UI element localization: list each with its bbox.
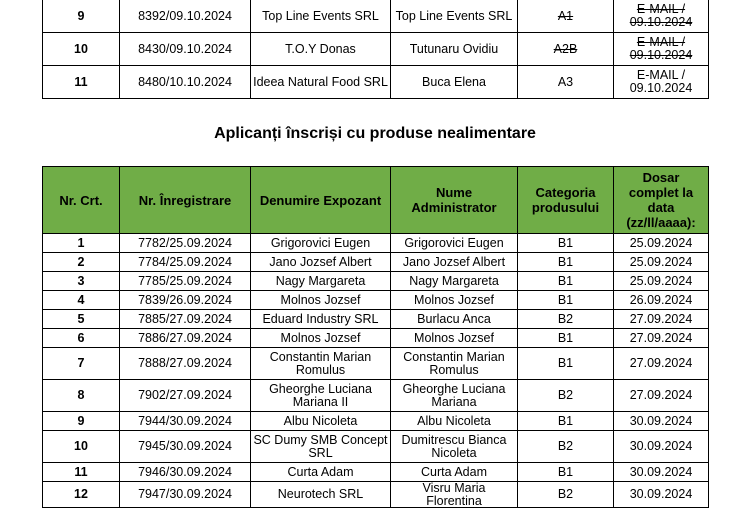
row-number: 10 <box>43 431 120 463</box>
section-title: Aplicanți înscriși cu produse nealimentare <box>214 125 536 142</box>
admin-name <box>391 380 518 412</box>
table-row <box>43 310 709 329</box>
exhibitor-name: T.O.Y Donas <box>251 33 391 66</box>
file-date: 30.09.2024 <box>614 431 709 463</box>
exhibitor-name: Eduard Industry SRL <box>251 310 391 329</box>
product-category: B1 <box>518 348 614 380</box>
row-number: 11 <box>43 66 120 99</box>
product-category: B2 <box>518 380 614 412</box>
exhibitor-name: Ideea Natural Food SRL <box>251 66 391 99</box>
table-row <box>43 482 709 508</box>
admin-name <box>391 431 518 463</box>
admin-name-line2: Romulus <box>429 362 479 377</box>
registration-number: 8392/09.10.2024 <box>120 0 251 33</box>
exhibitor-name: Curta Adam <box>251 463 391 482</box>
file-date: 30.09.2024 <box>614 463 709 482</box>
admin-name-line2: Nicoleta <box>431 445 477 460</box>
product-category: B2 <box>518 310 614 329</box>
file-date: 26.09.2024 <box>614 291 709 310</box>
product-category: A2B <box>518 33 614 66</box>
row-number: 4 <box>43 291 120 310</box>
exhibitor-name-line1: SC Dumy SMB Concept <box>253 433 388 447</box>
product-category: B2 <box>518 482 614 508</box>
exhibitor-name <box>251 431 391 463</box>
table-row <box>43 412 709 431</box>
registration-number: 7944/30.09.2024 <box>120 412 251 431</box>
admin-name <box>391 348 518 380</box>
file-date: 27.09.2024 <box>614 348 709 380</box>
admin-name-line1: Dumitrescu Bianca <box>401 433 507 447</box>
admin-name: Molnos Jozsef <box>391 329 518 348</box>
file-status <box>614 33 709 66</box>
exhibitor-name: Neurotech SRL <box>251 482 391 508</box>
exhibitor-name <box>251 348 391 380</box>
registration-number: 7888/27.09.2024 <box>120 348 251 380</box>
header-registration: Nr. Înregistrare <box>120 167 251 234</box>
admin-name: Curta Adam <box>391 463 518 482</box>
exhibitor-name: Albu Nicoleta <box>251 412 391 431</box>
file-date: 25.09.2024 <box>614 234 709 253</box>
file-status-line2: 09.10.2024 <box>629 15 693 29</box>
admin-name: Jano Jozsef Albert <box>391 253 518 272</box>
exhibitor-name <box>251 380 391 412</box>
table-row <box>43 380 709 412</box>
registration-number: 7839/26.09.2024 <box>120 291 251 310</box>
file-date: 27.09.2024 <box>614 329 709 348</box>
row-number: 11 <box>43 463 120 482</box>
admin-name: Visru Maria Florentina <box>391 482 518 508</box>
admin-name: Grigorovici Eugen <box>391 234 518 253</box>
admin-name-line1: Constantin Marian <box>403 350 505 364</box>
registration-number: 8430/09.10.2024 <box>120 33 251 66</box>
product-category: B1 <box>518 234 614 253</box>
table-row <box>43 0 709 33</box>
registration-number: 7784/25.09.2024 <box>120 253 251 272</box>
exhibitor-name: Molnos Jozsef <box>251 329 391 348</box>
exhibitor-name-line1: Constantin Marian <box>269 350 372 364</box>
admin-name: Burlacu Anca <box>391 310 518 329</box>
file-status-line2: 09.10.2024 <box>629 81 693 95</box>
exhibitor-name: Jano Jozsef Albert <box>251 253 391 272</box>
table-row <box>43 291 709 310</box>
file-status-line1: E-MAIL / <box>636 35 686 49</box>
exhibitor-name-line2: Romulus <box>295 362 346 377</box>
table-row <box>43 431 709 463</box>
product-category: A1 <box>518 0 614 33</box>
admin-name-line1: Gheorghe Luciana <box>402 382 506 396</box>
registration-number: 7782/25.09.2024 <box>120 234 251 253</box>
admin-name: Tutunaru Ovidiu <box>391 33 518 66</box>
top-table <box>42 0 709 99</box>
file-date: 25.09.2024 <box>614 272 709 291</box>
row-number: 2 <box>43 253 120 272</box>
row-number: 9 <box>43 0 120 33</box>
registration-number: 7947/30.09.2024 <box>120 482 251 508</box>
registration-number: 7946/30.09.2024 <box>120 463 251 482</box>
registration-number: 7785/25.09.2024 <box>120 272 251 291</box>
product-category: B1 <box>518 329 614 348</box>
table-row <box>43 33 709 66</box>
row-number: 12 <box>43 482 120 508</box>
header-nr: Nr. Crt. <box>43 167 120 234</box>
product-category: B2 <box>518 431 614 463</box>
product-category: B1 <box>518 253 614 272</box>
exhibitor-name-line2: SRL <box>308 445 333 460</box>
file-date: 30.09.2024 <box>614 482 709 508</box>
file-status <box>614 66 709 99</box>
admin-name: Top Line Events SRL <box>391 0 518 33</box>
table-row <box>43 253 709 272</box>
file-status-line2: 09.10.2024 <box>629 48 693 62</box>
admin-name: Buca Elena <box>391 66 518 99</box>
exhibitor-name-line2: Mariana II <box>292 394 349 409</box>
table-row <box>43 463 709 482</box>
file-status <box>614 0 709 33</box>
file-date: 27.09.2024 <box>614 310 709 329</box>
admin-name: Nagy Margareta <box>391 272 518 291</box>
row-number: 6 <box>43 329 120 348</box>
exhibitor-name: Nagy Margareta <box>251 272 391 291</box>
file-date: 27.09.2024 <box>614 380 709 412</box>
row-number: 5 <box>43 310 120 329</box>
table-row <box>43 272 709 291</box>
row-number: 1 <box>43 234 120 253</box>
header-category: Categoria produsului <box>518 167 614 234</box>
table-row <box>43 234 709 253</box>
admin-name: Molnos Jozsef <box>391 291 518 310</box>
exhibitor-name: Molnos Jozsef <box>251 291 391 310</box>
table-row <box>43 329 709 348</box>
file-date: 30.09.2024 <box>614 412 709 431</box>
row-number: 9 <box>43 412 120 431</box>
header-admin: Nume Administrator <box>391 167 518 234</box>
registration-number: 7886/27.09.2024 <box>120 329 251 348</box>
product-category: B1 <box>518 291 614 310</box>
exhibitor-name: Grigorovici Eugen <box>251 234 391 253</box>
row-number: 8 <box>43 380 120 412</box>
row-number: 10 <box>43 33 120 66</box>
registration-number: 7945/30.09.2024 <box>120 431 251 463</box>
row-number: 3 <box>43 272 120 291</box>
registration-number: 7902/27.09.2024 <box>120 380 251 412</box>
table-row <box>43 66 709 99</box>
registration-number: 7885/27.09.2024 <box>120 310 251 329</box>
row-number: 7 <box>43 348 120 380</box>
exhibitor-name-line1: Gheorghe Luciana <box>269 382 372 396</box>
table-row <box>43 348 709 380</box>
table-header-row <box>43 167 709 234</box>
file-date: 25.09.2024 <box>614 253 709 272</box>
header-exhibitor: Denumire Expozant <box>251 167 391 234</box>
applicants-table <box>42 166 709 508</box>
product-category: A3 <box>518 66 614 99</box>
header-file-date: Dosar complet la data (zz/ll/aaaa): <box>614 167 709 234</box>
exhibitor-name: Top Line Events SRL <box>251 0 391 33</box>
admin-name: Albu Nicoleta <box>391 412 518 431</box>
admin-name-line2: Mariana <box>431 394 477 409</box>
file-status-line1: E-MAIL / <box>636 68 686 82</box>
product-category: B1 <box>518 463 614 482</box>
file-status-line1: E-MAIL / <box>636 2 686 16</box>
product-category: B1 <box>518 272 614 291</box>
product-category: B1 <box>518 412 614 431</box>
registration-number: 8480/10.10.2024 <box>120 66 251 99</box>
